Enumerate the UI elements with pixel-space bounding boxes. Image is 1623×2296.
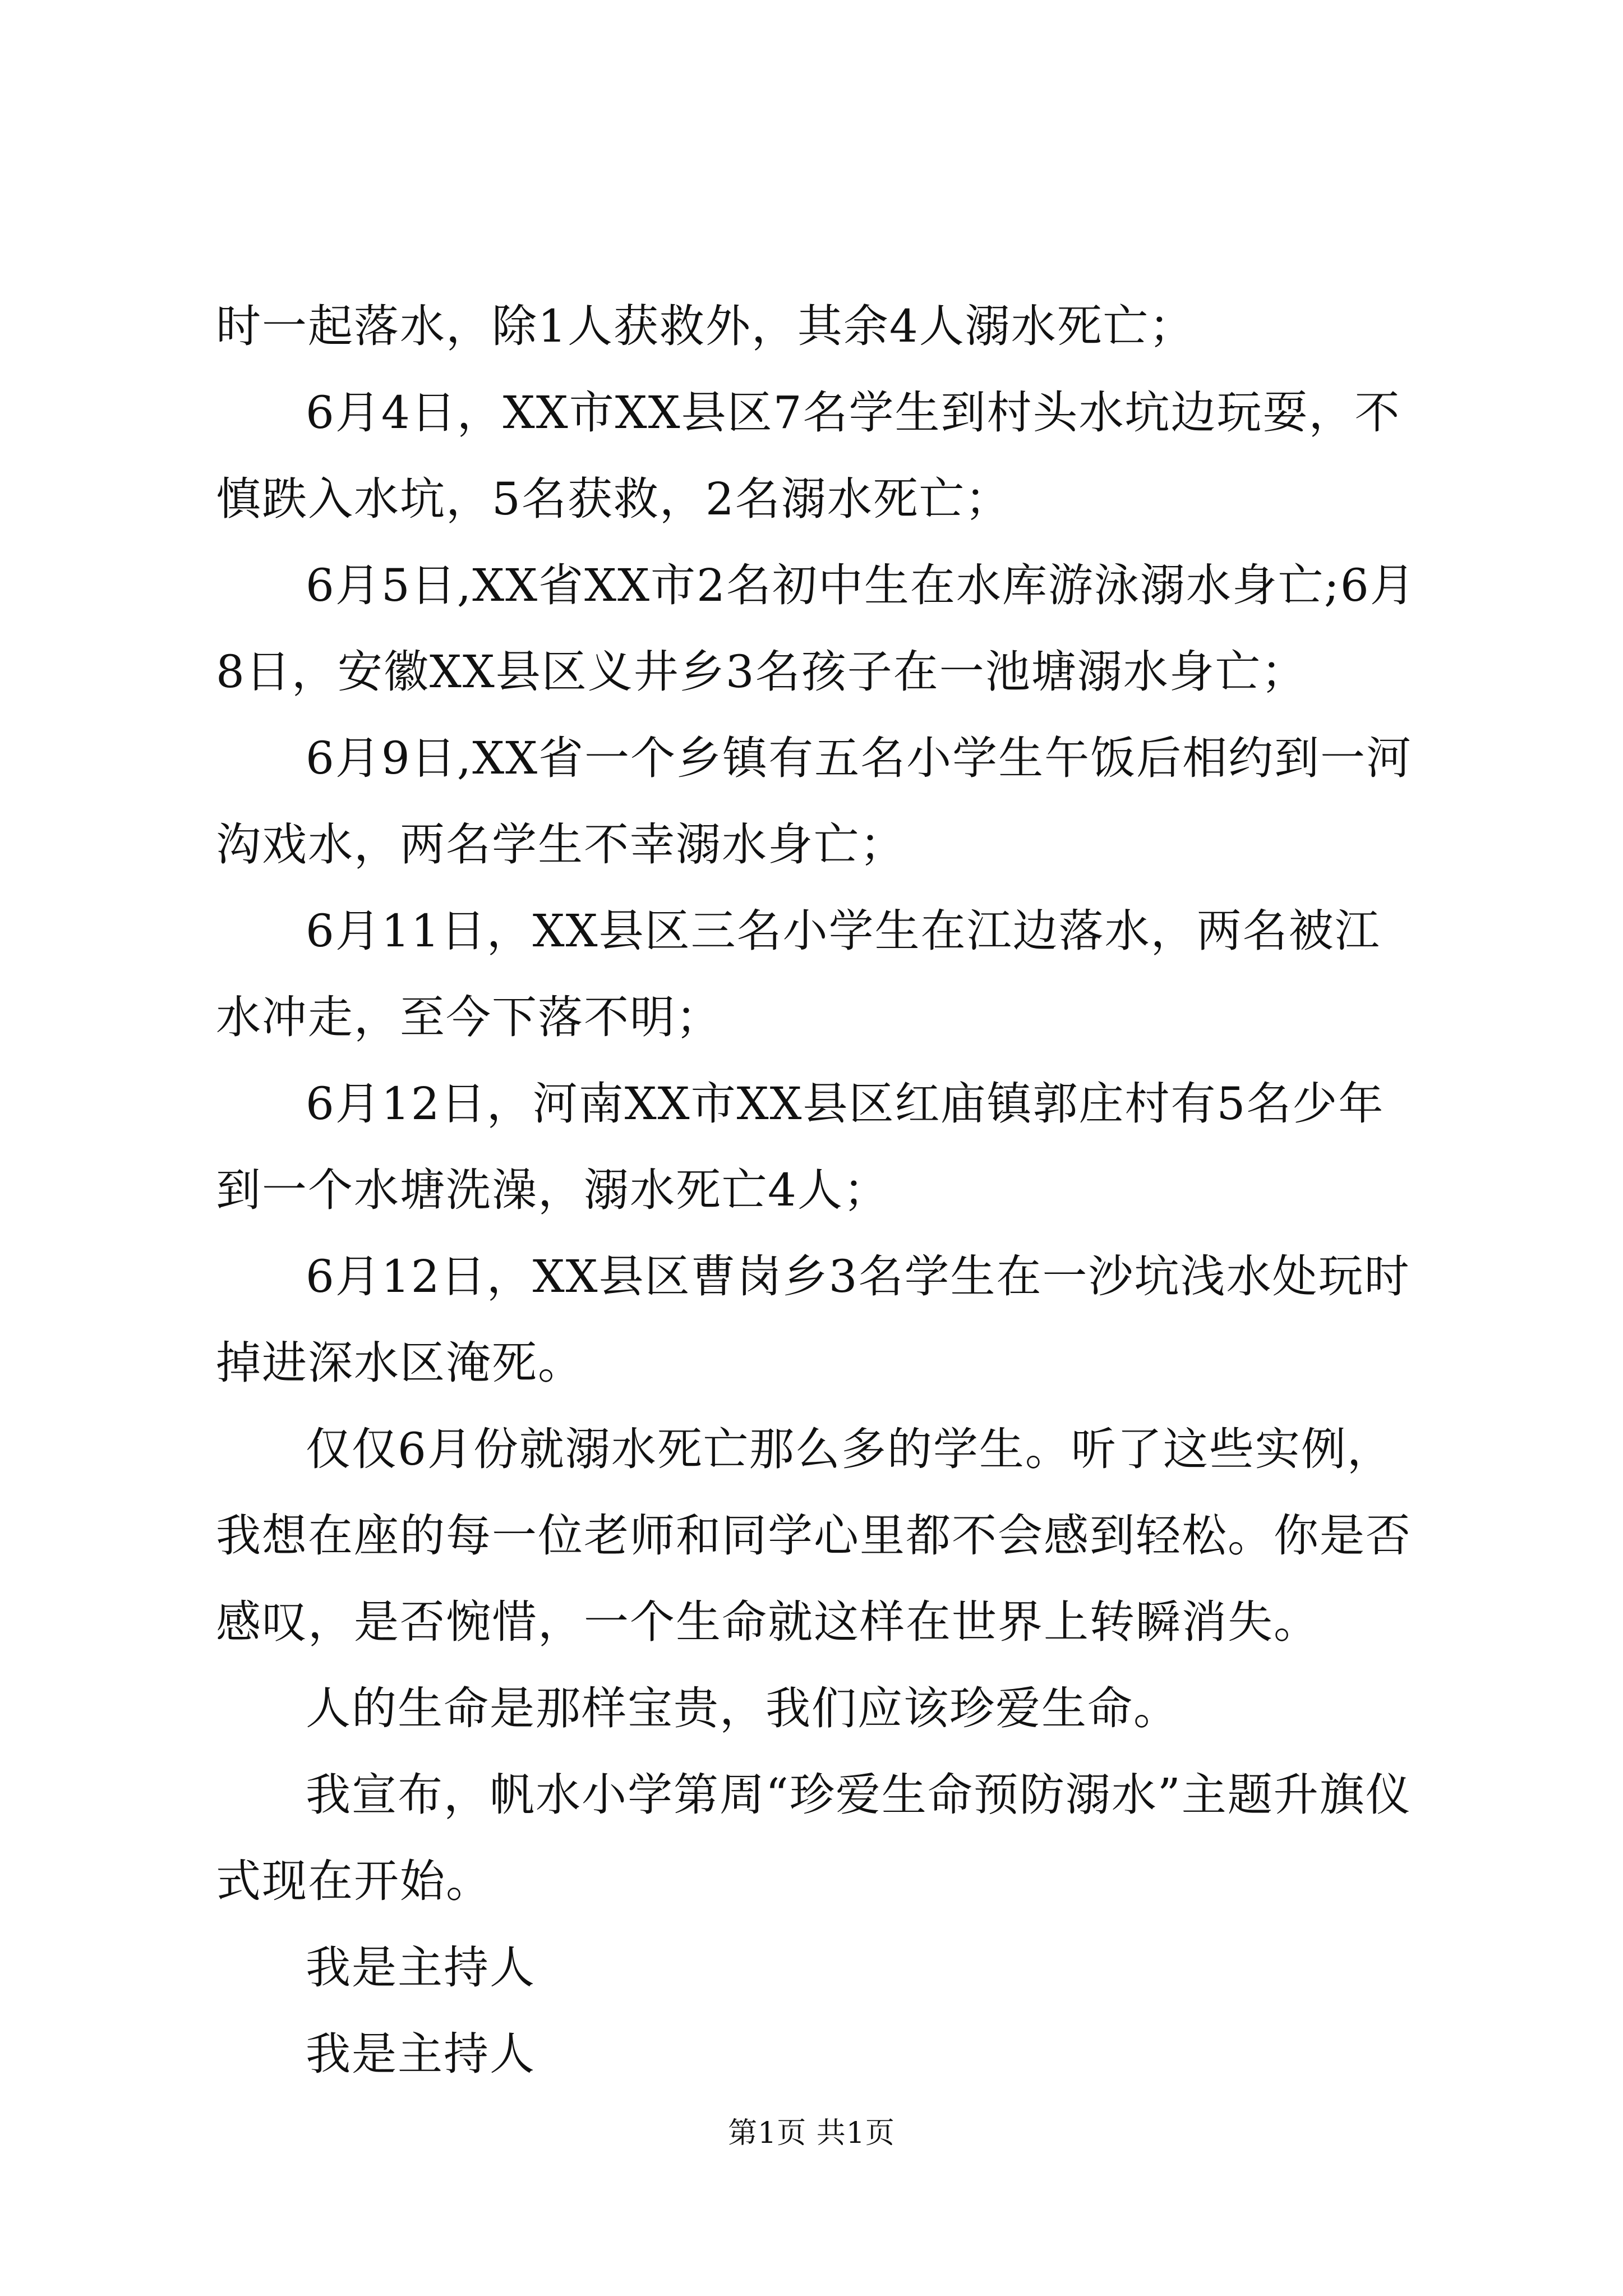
paragraph-4: 6月9日,XX省一个乡镇有五名小学生午饭后相约到一河沟戏水，两名学生不幸溺水身亡； — [216, 732, 1413, 871]
paragraph-11: 我是主持人 — [306, 1941, 536, 1994]
paragraph-5: 6月11日，XX县区三名小学生在江边落水，两名被江水冲走，至今下落不明； — [216, 905, 1381, 1043]
paragraph-10: 我宣布，帆水小学第周“珍爱生命预防溺水”主题升旗仪式现在开始。 — [216, 1769, 1412, 1907]
paragraph-3: 6月5日,XX省XX市2名初中生在水库游泳溺水身亡;6月8日，安徽XX县区义井乡3名孩子在一池塘溺水身亡； — [216, 559, 1416, 698]
paragraph-9: 人的生命是那样宝贵，我们应该珍爱生命。 — [306, 1682, 1179, 1734]
paragraph-8: 仅仅6月份就溺水死亡那么多的学生。听了这些实例，我想在座的每一位老师和同学心里都不会感到轻松。你是否感叹，是否惋惜，一个生命就这样在世界上转瞬消失。 — [216, 1423, 1412, 1648]
paragraph-2: 6月4日，XX市XX县区7名学生到村头水坑边玩耍，不慎跌入水坑，5名获救，2名溺水死亡； — [216, 386, 1401, 525]
paragraph-1: 时一起落水，除1人获救外，其余4人溺水死亡； — [216, 300, 1195, 352]
paragraph-12: 我是主持人 — [306, 2028, 536, 2080]
document-body — [216, 283, 1422, 2097]
paragraph-6: 6月12日，河南XX市XX县区红庙镇郭庄村有5名少年到一个水塘洗澡，溺水死亡4人； — [216, 1078, 1385, 1216]
paragraph-7: 6月12日，XX县区曹岗乡3名学生在一沙坑浅水处玩时掉进深水区淹死。 — [216, 1250, 1410, 1389]
page-footer: 第1页 共1页 — [728, 2116, 895, 2150]
